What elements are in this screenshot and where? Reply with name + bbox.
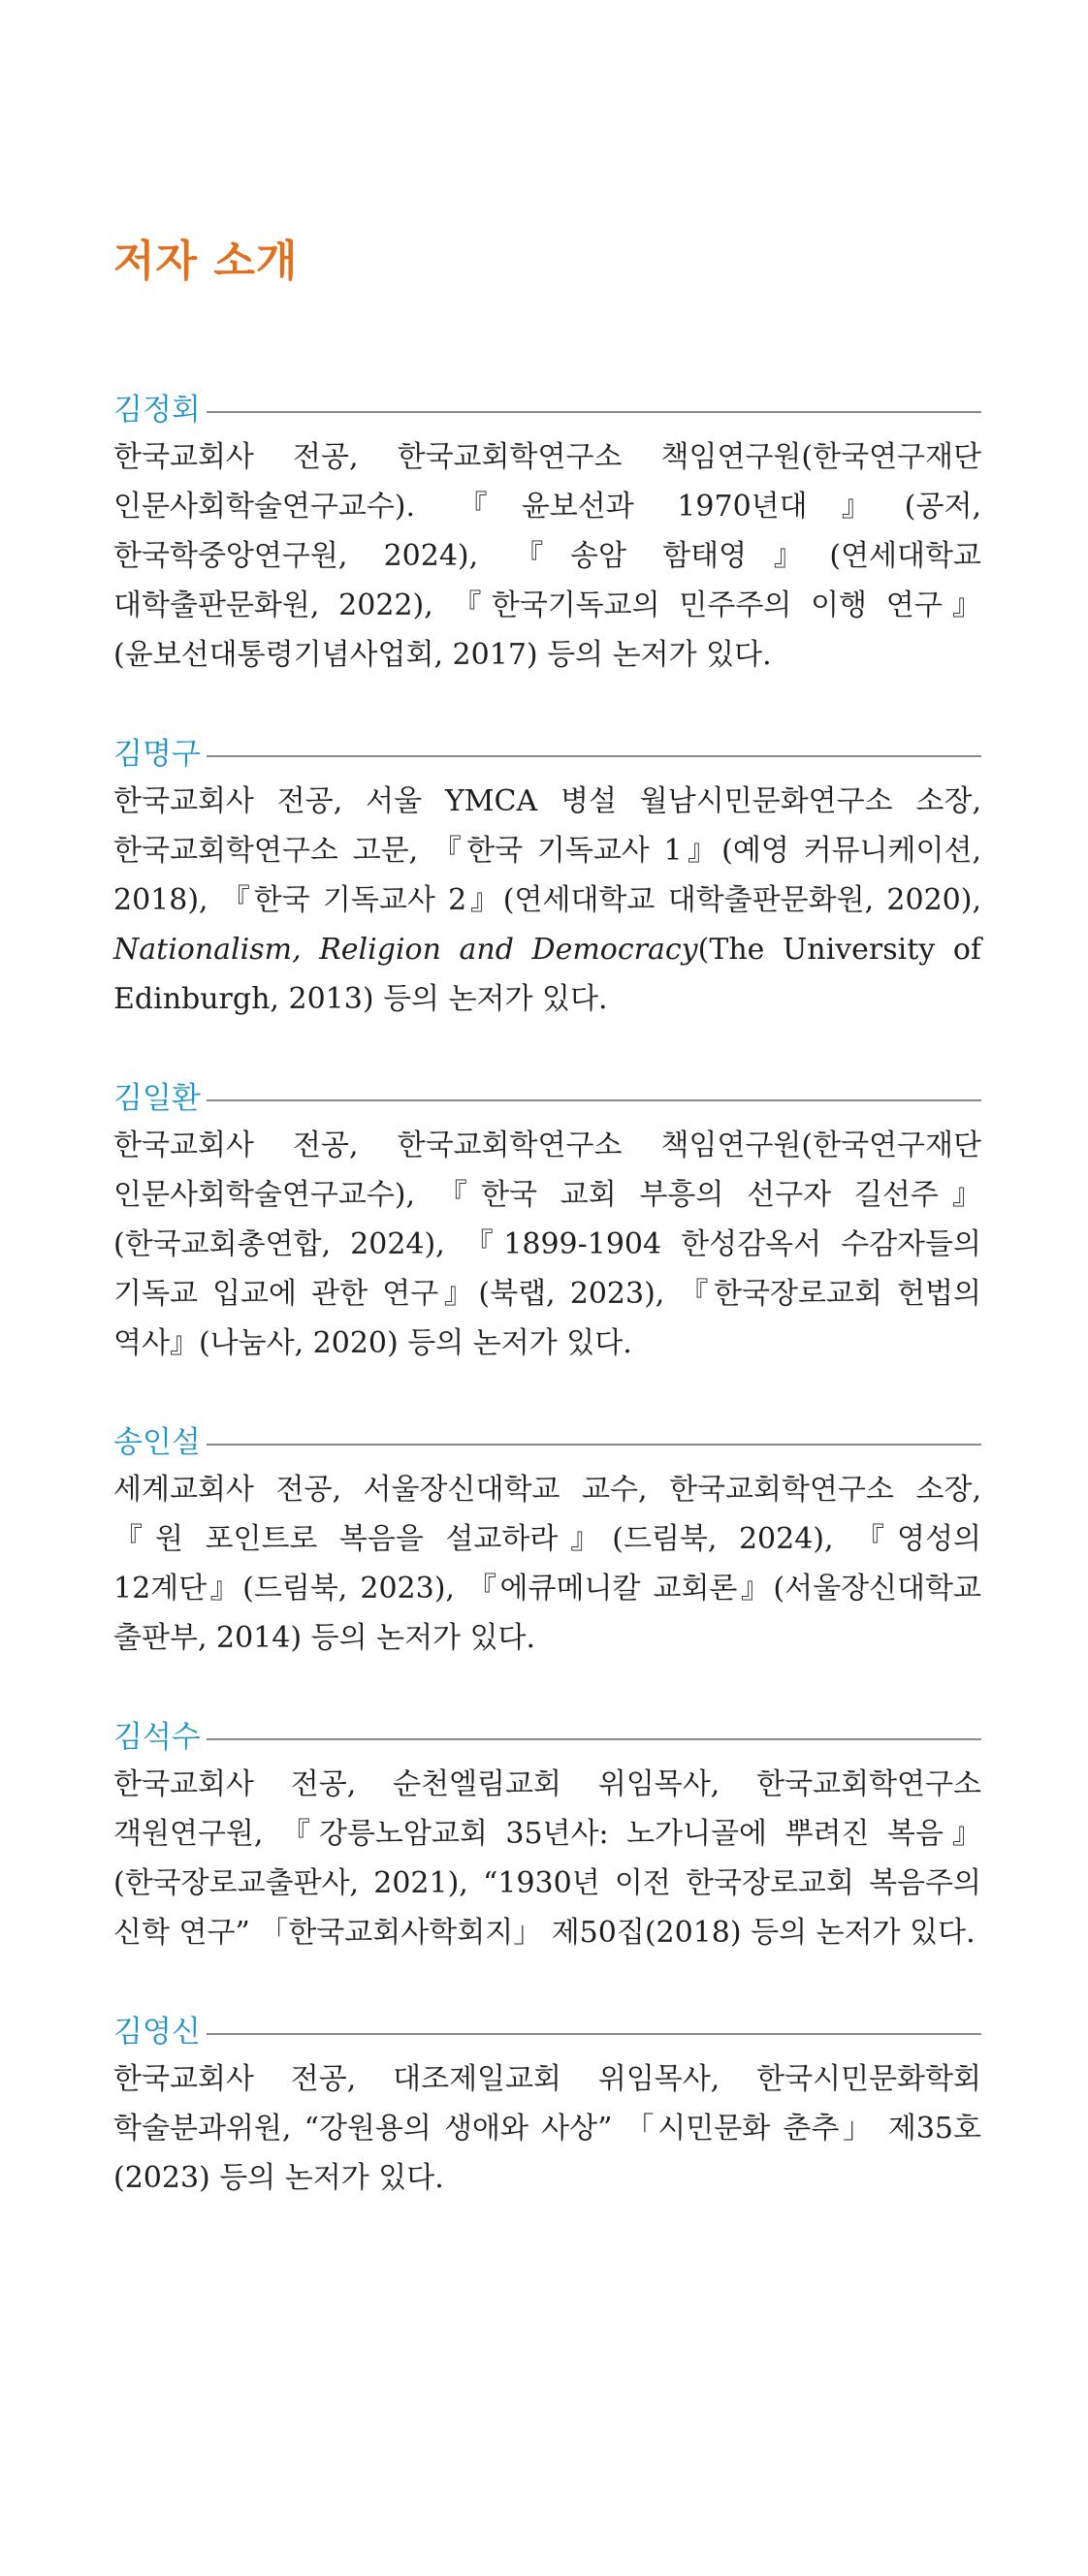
author-divider <box>207 2033 981 2035</box>
author-header <box>113 388 981 432</box>
author-entry <box>113 388 981 680</box>
author-name: 김일환 <box>113 1081 201 1116</box>
author-header <box>113 732 981 777</box>
author-bio: 한국교회사 전공, 대조제일교회 위임목사, 한국시민문화학회 학술분과위원, “강원용의 생애와 사상” 「시민문화 춘추」 제35호(2023) 등의 논저가 있다. <box>113 2062 981 2195</box>
author-header <box>113 1076 981 1121</box>
author-divider <box>207 1099 981 1101</box>
author-header <box>113 2010 981 2054</box>
author-bio: 세계교회사 전공, 서울장신대학교 교수, 한국교회학연구소 소장, 『원 포인트로 복음을 설교하라』(드림북, 2024), 『영성의 12계단』(드림북, 2023), 『에큐메니칼 교회론』(서울장신대학교 출판부, 2014) 등의 논저가 있다. <box>113 1473 981 1655</box>
author-bio-text: (The University of Edinburgh, 2013) 등의 논저가 있다. <box>113 933 982 1016</box>
author-divider <box>207 1444 981 1446</box>
author-header <box>113 1715 981 1760</box>
author-name: 김명구 <box>113 737 201 772</box>
author-name: 김정회 <box>113 393 201 428</box>
author-entry <box>113 1715 981 1957</box>
author-entry <box>113 1076 981 1368</box>
author-bio <box>113 777 981 1024</box>
author-bio-text: 한국교회사 전공, 서울 YMCA 병설 월남시민문화연구소 소장, 한국교회학연구소 고문, 『한국 기독교사 1』(예영 커뮤니케이션, 2018), 『한국 기독교사 2』(연세대학교 대학출판문화원, 2020), <box>113 784 981 917</box>
author-name: 송인설 <box>113 1425 201 1460</box>
author-header <box>113 1420 981 1465</box>
author-list <box>113 388 981 2255</box>
author-entry <box>113 732 981 1024</box>
author-entry <box>113 1420 981 1663</box>
author-bio: 한국교회사 전공, 순천엘림교회 위임목사, 한국교회학연구소 객원연구원, 『강릉노암교회 35년사: 노가니골에 뿌려진 복음』(한국장로교출판사, 2021), “1930년 이전 한국장로교회 복음주의 신학 연구” 「한국교회사학회지」 제50집(2018) 등의 논저가 있다. <box>113 1767 981 1950</box>
author-name: 김석수 <box>113 1720 201 1755</box>
author-bio: 한국교회사 전공, 한국교회학연구소 책임연구원(한국연구재단 인문사회학술연구교수). 『윤보선과 1970년대』(공저, 한국학중앙연구원, 2024), 『송암 함태영』(연세대학교 대학출판문화원, 2022), 『한국기독교의 민주주의 이행 연구』(윤보선대통령기념사업회, 2017) 등의 논저가 있다. <box>113 440 981 672</box>
author-bio: 한국교회사 전공, 한국교회학연구소 책임연구원(한국연구재단 인문사회학술연구교수), 『한국 교회 부흥의 선구자 길선주』(한국교회총연합, 2024), 『1899-1904 한성감옥서 수감자들의 기독교 입교에 관한 연구』(북랩, 2023), 『한국장로교회 헌법의 역사』(나눔사, 2020) 등의 논저가 있다. <box>113 1129 981 1360</box>
author-divider <box>207 755 981 757</box>
author-entry <box>113 2010 981 2203</box>
author-name: 김영신 <box>113 2015 201 2050</box>
author-divider <box>207 411 981 413</box>
book-title-italic: Nationalism, Religion and Democracy <box>113 933 698 967</box>
page-title: 저자 소개 <box>113 237 299 286</box>
author-divider <box>207 1738 981 1740</box>
